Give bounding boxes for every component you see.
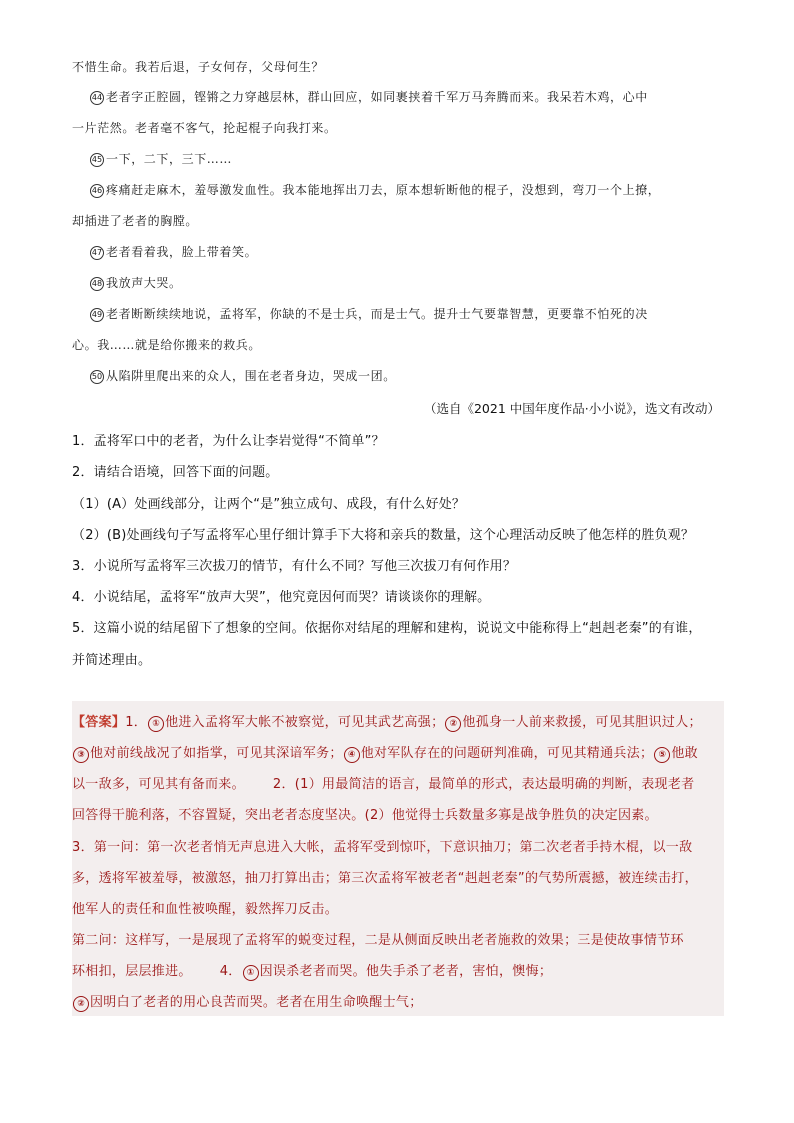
source-citation: （选自《2021 中国年度作品·小小说》，选文有改动） [423, 401, 720, 416]
circled-number: ① [243, 965, 259, 981]
circled-number: ③ [73, 747, 89, 763]
answer-line-1: 【答案】1． ① 他进入孟将军大帐不被察觉，可见其武艺高强； ② 他孤身一人前来救援，可见其胆识过人； [72, 715, 702, 730]
answer-line-9: 环相扣，层层推进。 4． ① 因误杀老者而哭。他失手杀了老者，害怕，懊悔； [72, 964, 553, 979]
story-line: 心。我……就是给你搬来的救兵。 [72, 338, 262, 352]
question-2-2: （2）(B)处画线句子写孟将军心里仔细计算手下大将和亲兵的数量，这个心理活动反映了他怎样的胜负观？ [72, 528, 695, 543]
paragraph-45: 45 一下，二下，三下…… [91, 152, 233, 166]
answer-line-7: 他军人的责任和血性被唤醒，毅然挥刀反击。 [72, 902, 339, 917]
answer-line-8: 第二问：这样写，一是展现了孟将军的蜕变过程，二是从侧面反映出老者施救的效果；三是使故事情节环 [72, 933, 684, 948]
question-1: 1．孟将军口中的老者，为什么让李岩觉得“不简单”？ [72, 434, 385, 449]
circled-number: ② [73, 996, 89, 1012]
circled-number: ① [148, 716, 164, 732]
story-line: 不惜生命。我若后退，子女何存，父母何生？ [72, 60, 325, 74]
question-5-cont: 并简述理由。 [72, 653, 152, 668]
paragraph-number: 47 [90, 246, 104, 260]
question-4: 4．小说结尾，孟将军“放声大哭”，他究竟因何而哭？请谈谈你的理解。 [72, 590, 491, 605]
circled-number: ② [445, 716, 461, 732]
circled-number: ④ [344, 747, 360, 763]
question-2: 2．请结合语境，回答下面的问题。 [72, 465, 279, 480]
paragraph-number: 49 [90, 308, 104, 322]
paragraph-number: 46 [90, 184, 104, 198]
paragraph-47: 47 老者看着我，脸上带着笑。 [91, 245, 258, 259]
answer-line-5: 3．第一问：第一次老者悄无声息进入大帐，孟将军受到惊吓，下意识抽刀；第二次老者手持木棍，以一敌 [72, 840, 693, 855]
answer-line-2: ③ 他对前线战况了如指掌，可见其深谙军务； ④ 他对军队存在的问题研判准确，可见其精通兵法； ⑤ 他敢 [72, 742, 698, 763]
question-2-1: （1）(A）处画线部分，让两个“是”独立成句、成段，有什么好处？ [72, 497, 466, 512]
answer-line-6: 多，透将军被羞辱，被激怒，抽刀打算出击；第三次孟将军被老者“赳赳老秦”的气势所震撼，被连续击打， [72, 871, 698, 886]
paragraph-46: 46 疼痛赶走麻木，羞辱激发血性。我本能地挥出刀去，原本想斩断他的棍子，没想到，弯刀一个上撩， [91, 183, 661, 197]
question-5: 5．这篇小说的结尾留下了想象的空间。依据你对结尾的理解和建构，说说文中能称得上“赳赳老秦”的有谁， [72, 621, 702, 636]
story-line: 一片茫然。老者毫不客气，抡起棍子向我打来。 [72, 121, 337, 135]
question-3: 3．小说所写孟将军三次拔刀的情节，有什么不同？写他三次拔刀有何作用？ [72, 559, 517, 574]
story-line: 却插进了老者的胸膛。 [72, 214, 199, 228]
paragraph-number: 44 [90, 91, 104, 105]
answer-tag: 【答案】 [72, 715, 126, 730]
paragraph-48: 48 我放声大哭。 [91, 276, 182, 290]
circled-number: ⑤ [654, 747, 670, 763]
paragraph-50: 50 从陷阱里爬出来的众人，围在老者身边，哭成一团。 [91, 369, 396, 383]
paragraph-number: 50 [90, 370, 104, 384]
paragraph-44: 44 老者字正腔圆，铿锵之力穿越层林，群山回应，如同裹挟着千军万马奔腾而来。我呆若木鸡，心中 [91, 90, 648, 104]
answer-line-3: 以一敌多，可见其有备而来。 2．(1）用最简洁的语言，最简单的形式，表达最明确的判断，表现老者 [72, 777, 695, 792]
answer-line-10: ② 因明白了老者的用心良苦而哭。老者在用生命唤醒士气； [72, 991, 423, 1012]
paragraph-number: 48 [90, 277, 104, 291]
paragraph-49: 49 老者断断续续地说，孟将军，你缺的不是士兵，而是士气。提升士气要靠智慧，更要靠不怕死的决 [91, 307, 648, 321]
answer-line-4: 回答得干脆利落，不容置疑，突出老者态度坚决。(2）他觉得士兵数量多寡是战争胜负的决定因素。 [72, 808, 658, 823]
paragraph-number: 45 [90, 153, 104, 167]
